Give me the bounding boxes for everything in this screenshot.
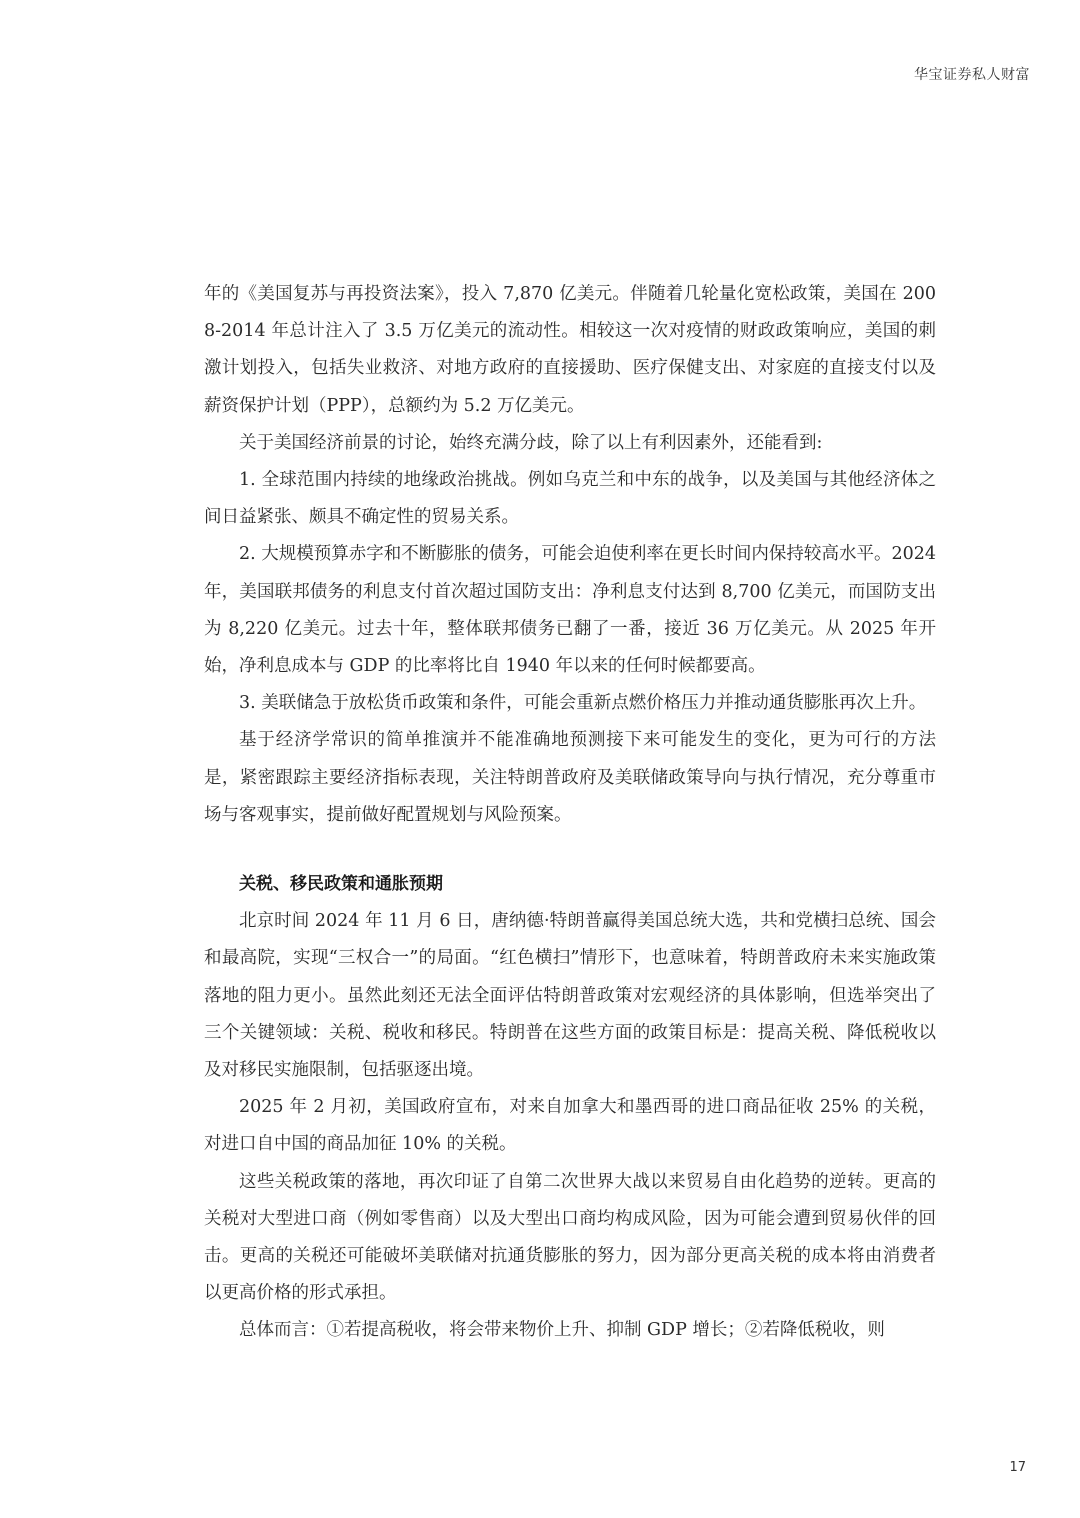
- paragraph-continuation: 年的《美国复苏与再投资法案》，投入 7,870 亿美元。伴随着几轮量化宽松政策，美国在 2008-2014 年总计注入了 3.5 万亿美元的流动性。相较这一次对疫情的财政政策响应，美国的刺激计划投入，包括失业救济、对地方政府的直接援助、医疗保健支出、对家庭的直接支付以及薪资保护计划（PPP），总额约为 5.2 万亿美元。: [204, 284, 936, 416]
- article-body: [204, 276, 936, 1350]
- section-heading: 关税、移民政策和通胀预期: [239, 874, 443, 895]
- paragraph-tariff-announcement: 2025 年 2 月初，美国政府宣布，对来自加拿大和墨西哥的进口商品征收 25% 的关税，对进口自中国的商品加征 10% 的关税。: [204, 1097, 936, 1155]
- header-brand: 华宝证券私人财富: [914, 67, 1030, 83]
- list-item-geopolitics: 1. 全球范围内持续的地缘政治挑战。例如乌克兰和中东的战争，以及美国与其他经济体之间日益紧张、颇具不确定性的贸易关系。: [204, 470, 936, 528]
- page-number: 17: [1009, 1460, 1026, 1475]
- paragraph-tariff-impact: 这些关税政策的落地，再次印证了自第二次世界大战以来贸易自由化趋势的逆转。更高的关税对大型进口商（例如零售商）以及大型出口商均构成风险，因为可能会遭到贸易伙伴的回击。更高的关税还可能破坏美联储对抗通货膨胀的努力，因为部分更高关税的成本将由消费者以更高价格的形式承担。: [204, 1171, 936, 1304]
- list-item-deficit-debt: 2. 大规模预算赤字和不断膨胀的债务，可能会迫使利率在更长时间内保持较高水平。2024 年，美国联邦债务的利息支付首次超过国防支出：净利息支付达到 8,700 亿美元，而国防支出为 8,220 亿美元。过去十年，整体联邦债务已翻了一番，接近 36 万亿美元。从 2025 年开始，净利息成本与 GDP 的比率将比自 1940 年以来的任何时候都要高。: [204, 544, 936, 677]
- paragraph-summary: 总体而言：①若提高税收，将会带来物价上升、抑制 GDP 增长；②若降低税收，则: [239, 1320, 885, 1341]
- paragraph-outlook-intro: 关于美国经济前景的讨论，始终充满分歧，除了以上有利因素外，还能看到:: [239, 432, 823, 453]
- paragraph-conclusion: 基于经济学常识的简单推演并不能准确地预测接下来可能发生的变化，更为可行的方法是，紧密跟踪主要经济指标表现，关注特朗普政府及美联储政策导向与执行情况，充分尊重市场与客观事实，提前做好配置规划与风险预案。: [204, 730, 936, 825]
- paragraph-election: 北京时间 2024 年 11 月 6 日，唐纳德·特朗普赢得美国总统大选，共和党横扫总统、国会和最高院，实现“三权合一”的局面。“红色横扫”情形下，也意味着，特朗普政府未来实施政策落地的阻力更小。虽然此刻还无法全面评估特朗普政策对宏观经济的具体影响，但选举突出了三个关键领域：关税、税收和移民。特朗普在这些方面的政策目标是：提高关税、降低税收以及对移民实施限制，包括驱逐出境。: [204, 911, 936, 1081]
- section-spacer: [204, 834, 936, 866]
- list-item-fed-policy: 3. 美联储急于放松货币政策和条件，可能会重新点燃价格压力并推动通货膨胀再次上升。: [239, 693, 927, 714]
